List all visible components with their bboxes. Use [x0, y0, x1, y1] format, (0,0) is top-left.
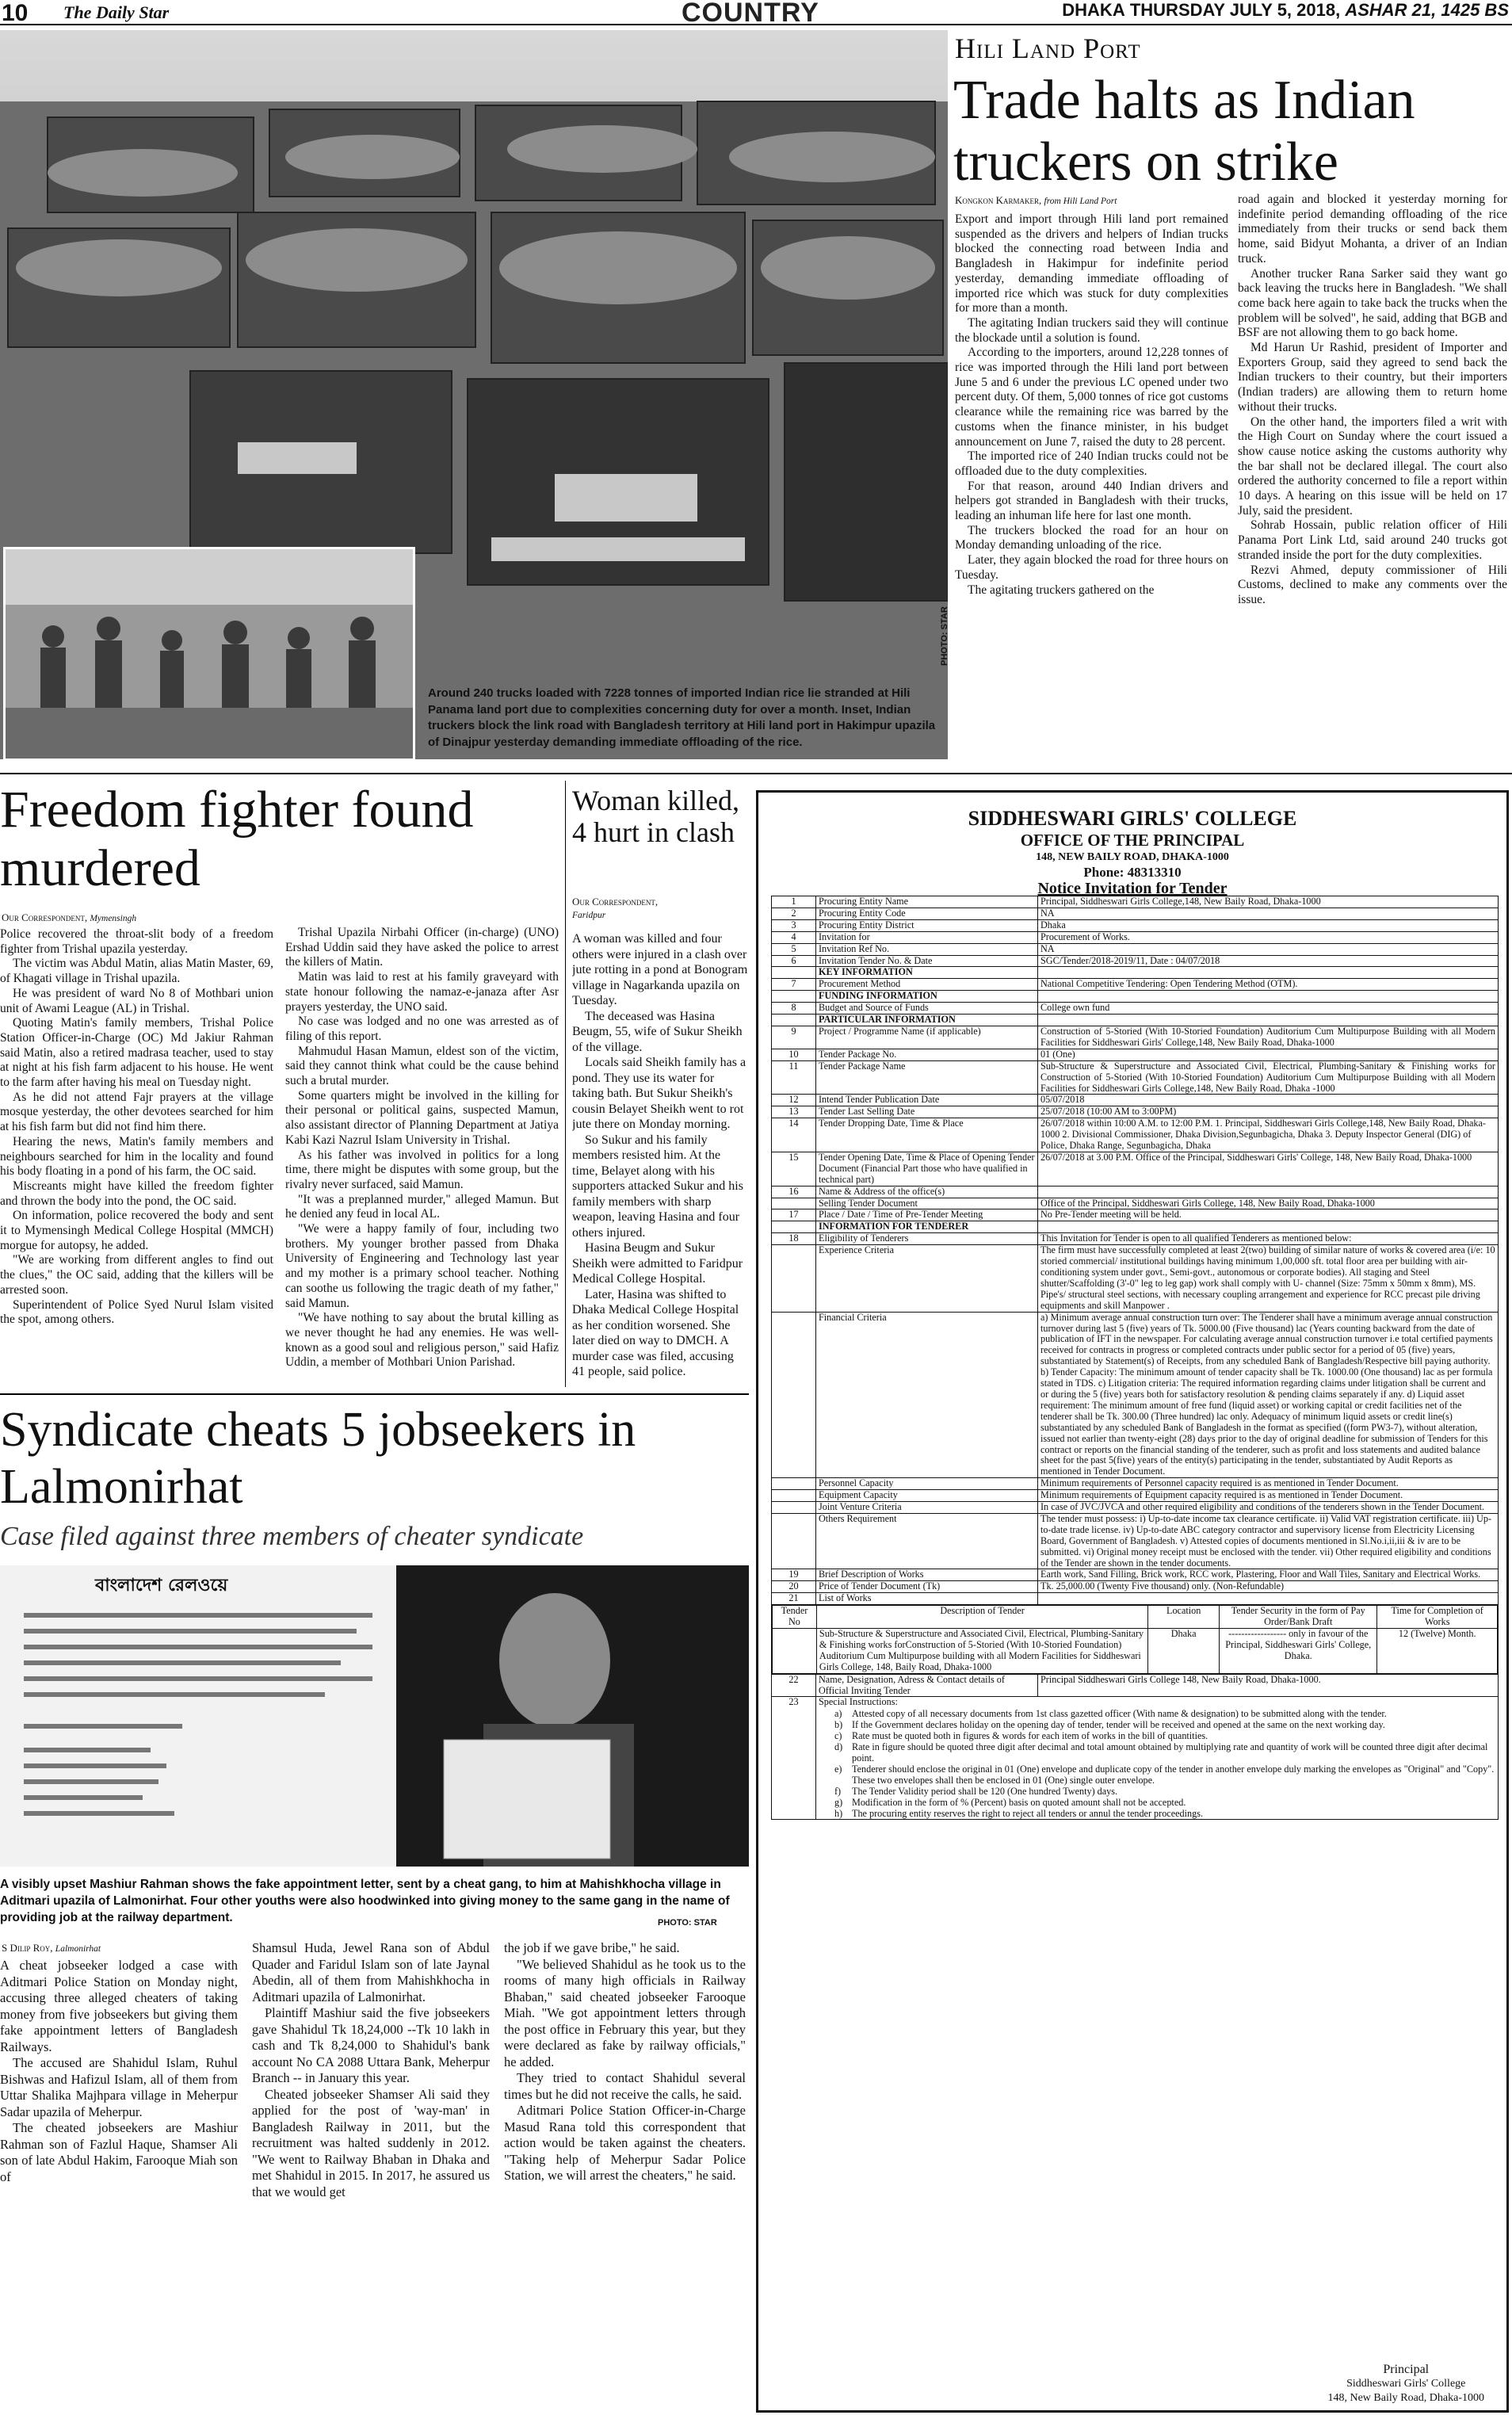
hili-column-1	[955, 212, 1228, 759]
works-header	[773, 1606, 1498, 1629]
paragraph: Aditmari Police Station Officer-in-Charge Masud Rana told this correspondent that action would be taken against the cheaters. "Taking help of Meherpur Sadar Police Station, we will arrest the cheaters," he said.	[504, 2103, 746, 2183]
paragraph: On information, police recovered the body and sent it to Mymensingh Medical College Hospital (MMCH) morgue for autopsy, he added.	[0, 1209, 273, 1252]
tender-row-value: Construction of 5-Storied (With 10-Storied Foundation) Auditorium Cum Multipurpose Building with all Modern Facilities for Siddheswari Girls' College,148, New Baily Road, Dhaka-1000	[1038, 1026, 1499, 1049]
tender-row-value: The firm must have successfully completed at least 2(two) building of similar nature of works & covered area (i/e: 10 storied commercial/ institutional buildings having minimum 1,00,000 sft. total floor area per building with air- conditioning system under govt., Semi-govt., autonomous or corporate bodies). All staging and Steel shutter/Scaffolding (3'-0" leg to leg gap) work shall comply with U- channel (Size: 75mm x 50mm x 8mm), MS. Pipe's/ structural steel sections, with necessary coupling arrangement and experience for RCC precast pile driving equipments and skill Manpower .	[1038, 1245, 1499, 1312]
paragraph: Matin was laid to rest at his family graveyard with state honour following the namaz-e-janaza after Asr prayers yesterday, the UNO said.	[285, 970, 559, 1014]
appointment-letter-photo	[0, 1565, 749, 1867]
tender-row-label: Name & Address of the office(s)	[816, 1186, 1038, 1198]
works-data-cell: ------------------ only in favour of the Principal, Siddheswari Girls' College, Dhaka.	[1220, 1629, 1377, 1674]
special-item	[834, 1730, 1495, 1741]
paragraph: The agitating truckers gathered on the	[968, 583, 1155, 597]
paragraph: Trishal Upazila Nirbahi Officer (in-charge) (UNO) Ershad Uddin said they have asked the police to arrest the killers of Matin.	[285, 926, 559, 969]
paragraph: Quoting Matin's family members, Trishal Police Station Officer-in-Charge (OC) Md Jakiur Rahman said Matin, also a retired madrasa teacher, used to stay at night at his fish farm adjacent to his house. He went to the farm after having his meal on Tuesday night.	[0, 1016, 273, 1090]
special-item-text: Rate must be quoted both in figures & words for each item of works in the bill of quantities.	[852, 1730, 1208, 1742]
tender-row-value	[1038, 967, 1499, 979]
tender-row-number: 2	[772, 908, 816, 919]
tender-row	[772, 1513, 1499, 1569]
works-header-cell: Description of Tender	[816, 1606, 1147, 1629]
paper-name: The Daily Star	[63, 2, 170, 22]
tender-row-label: Tender Package Name	[816, 1060, 1038, 1095]
freedom-byline: Our Correspondent, Mymensingh	[2, 911, 137, 923]
tender-notice-title: Notice Invitation for Tender	[1037, 880, 1228, 897]
tender-row-label: Tender Package No.	[816, 1049, 1038, 1060]
tender-row-number	[772, 967, 816, 979]
paragraph: For that reason, around 440 Indian drivers and helpers got stranded in Bangladesh with their trucks, leading an inhuman life here for last one month.	[955, 479, 1228, 523]
tender-row-number	[772, 1015, 816, 1026]
tender-row	[772, 1478, 1499, 1490]
special-item-text: Modification in the form of % (Percent) basis on quoted amount shall not be accepted.	[852, 1797, 1186, 1809]
hili-column-2	[1238, 193, 1507, 763]
tender-college: SIDDHESWARI GIRLS' COLLEGE	[968, 807, 1297, 830]
tender-row-number	[772, 1490, 816, 1502]
divider	[0, 773, 1512, 774]
tender-row	[772, 1502, 1499, 1514]
works-header-cell: Tender No	[773, 1606, 817, 1629]
tender-row-value: Dhaka	[1038, 919, 1499, 931]
freedom-headline: Freedom fighter found murdered	[0, 781, 474, 897]
syndicate-caption: A visibly upset Mashiur Rahman shows the fake appointment letter, sent by a cheat gang, to him at Mahishkhocha village in Aditmari upazila of Lalmonirhat. Four other youths were also hoodwinked into giving money to the same gang in the name of providing job at the railway department.	[0, 1878, 730, 1924]
paragraph: Hearing the news, Matin's family members and neighbours searched for him in the locality and found his body floating in a pond of his farm, the OC said.	[0, 1134, 273, 1179]
tender-row-number	[772, 991, 816, 1003]
tender-row-number	[772, 1198, 816, 1209]
page-number: 10	[2, 0, 29, 26]
paragraph: Md Harun Ur Rashid, president of Importer and Exporters Group, said they agreed to send back the Indian truckers to their country, but their importers (Indian traders) are allowing them to return home without their trucks.	[1238, 341, 1507, 414]
works-data-cell: Dhaka	[1148, 1629, 1220, 1674]
freedom-column-2	[285, 926, 559, 1387]
tender-row-label: Tender Last Selling Date	[816, 1106, 1038, 1118]
tender-row-value: Earth work, Sand Filling, Brick work, RCC work, Plastering, Floor and Wall Tiles, Sanitary and Electrical Works.	[1038, 1569, 1499, 1581]
paragraph: They tried to contact Shahidul several times but he did not receive the calls, he said.	[504, 2070, 746, 2102]
woman-column	[572, 931, 748, 1387]
tender-row	[772, 1697, 1499, 1820]
tender-row	[772, 896, 1499, 908]
tender-row	[772, 1003, 1499, 1015]
tender-row-number: 16	[772, 1186, 816, 1198]
tender-row	[772, 1198, 1499, 1209]
special-item-text: The procuring entity reserves the right to reject all tenders or annul the tender proceedings.	[852, 1808, 1203, 1820]
hili-byline: Kongkon Karmaker, from Hili Land Port	[955, 194, 1117, 206]
works-data-cell: Sub-Structure & Superstructure and Associated Civil, Electrical, Plumbing-Sanitary & Finishing works forConstruction of 5-Storied (With 10-Storied Foundation) Auditorium Cum Multipurpose building with all Modern Facilities for Siddheswari Girls College, 148, Baily Road, Dhaka-1000	[816, 1629, 1147, 1674]
tender-row-label: Procuring Entity Code	[816, 908, 1038, 919]
tender-row-label: Tender Opening Date, Time & Place of Opening Tender Document (Financial Part those who have qualified in technical part)	[816, 1152, 1038, 1186]
tender-row-number: 1	[772, 896, 816, 908]
paragraph: "It was a preplanned murder," alleged Mamun. But he denied any feud in local AL.	[285, 1192, 559, 1221]
tender-row	[772, 1015, 1499, 1026]
paragraph: The truckers blocked the road for an hour on Monday demanding unloading of the rice.	[955, 523, 1228, 552]
special-item-letter: c)	[834, 1730, 842, 1742]
paragraph: A woman was killed and four others were injured in a clash over jute rotting in a pond at Bonogram village in Nagarkanda upazila on Tuesday.	[572, 932, 748, 1007]
special-item-text: If the Government declares holiday on the opening day of tender, tender will be received and opened at the same on the next working day.	[852, 1719, 1385, 1731]
special-list	[819, 1708, 1495, 1819]
special-instructions-title: Special Instructions:	[819, 1696, 898, 1708]
paragraph: The deceased was Hasina Beugm, 55, wife of Sukur Sheikh of the village.	[572, 1009, 743, 1054]
special-item-letter: h)	[834, 1808, 843, 1820]
paragraph: "We are working from different angles to find out the clues," the OC said, adding that the killers will be arrested soon.	[0, 1253, 273, 1297]
paragraph: Another trucker Rana Sarker said they want go back leaving the trucks here in Bangladesh. "We shall come back here again to take back the trucks when the problem will be solved", he said, adding that BGB and BSF are not allowing them to go back home.	[1238, 266, 1507, 340]
special-item	[834, 1708, 1495, 1719]
special-item-text: Attested copy of all necessary documents from 1st class gazetted officer (With name & designation) to be submitted along with the tender.	[852, 1708, 1387, 1720]
tender-row	[772, 1581, 1499, 1593]
tender-row	[772, 955, 1499, 967]
tender-row-number	[772, 1221, 816, 1233]
tender-row-value	[1038, 1593, 1499, 1605]
tender-row-number: 19	[772, 1569, 816, 1581]
special-item	[834, 1797, 1495, 1808]
special-item-text: The Tender Validity period shall be 120 (One hundred Twenty) days.	[852, 1786, 1118, 1798]
special-item	[834, 1786, 1495, 1797]
tender-row-label: Joint Venture Criteria	[816, 1502, 1038, 1514]
tender-row-number: 4	[772, 931, 816, 943]
tender-row-number	[772, 1502, 816, 1514]
tender-row-number: 11	[772, 1060, 816, 1095]
special-instructions	[816, 1697, 1499, 1820]
paragraph: As he did not attend Fajr prayers at the village mosque yesterday, the other devotees searched for him at his fish farm but did not find him there.	[0, 1090, 273, 1134]
tender-row-number	[772, 1312, 816, 1478]
tender-row-label: Budget and Source of Funds	[816, 1003, 1038, 1015]
tender-row-label: Eligibility of Tenderers	[816, 1233, 1038, 1245]
tender-row-value: a) Minimum average annual construction turn over: The Tenderer shall have a minimum average annual construction turnover during last 5 (five) years of Tk. 5000.00 (Five thousand) lac (Years counting backward from the date of publication of IFT in the newspaper. For calculating average annual construction turnover i.e total certified payments received for contracts in progress or completed contracts under public sector for a period of 05 (five) years, substantiated by Statement(s) of Receipts, from any scheduled Bank of Bangladesh/Respective bill paying authority. b) Tender Capacity: The minimum amount of tender capacity shall be Tk. 1000.00 (One thousand) lac as per formula stated in TDS. c) Litigation criteria: The required information regarding claims under litigation shall be current and or during the 5 (five) years both for satisfactory resolution & pending claims separately if any. d) Liquid asset requirement: The minimum amount of free fund (liquid asset) or working capital or credit facilities net of the tenderer shall be Tk. 300.00 (Three hundred) lac only. Adequacy of minimum liquid assets or credit line(s) substantiated by any scheduled Bank of Bangladesh in the format as specified ((form PW3-7), without alteration, issued not earlier than twenty-eight (28) days prior to the day of original deadline for submission of Tenders for this contract or reports on the financial standing of the tenderer, such as profit and loss statements and audited balance sheet for the past 5(five) years of the entity(s) participating in the tender, substantiated by Audit Reports as mentioned in Tender Document.	[1038, 1312, 1499, 1478]
tender-row-label: KEY INFORMATION	[816, 967, 1038, 979]
special-item	[834, 1741, 1495, 1763]
tender-row-label: Invitation Ref No.	[816, 943, 1038, 955]
tender-row-label: Price of Tender Document (Tk)	[816, 1581, 1038, 1593]
tender-signature: Principal Siddheswari Girls' College 148, New Baily Road, Dhaka-1000	[1327, 2363, 1484, 2404]
tender-row-value: This Invitation for Tender is open to all qualified Tenderers as mentioned below:	[1038, 1233, 1499, 1245]
tender-row	[772, 1186, 1499, 1198]
tender-row	[772, 1674, 1499, 1697]
special-item-letter: b)	[834, 1719, 843, 1731]
paragraph: "We were a happy family of four, including two brothers. My younger brother passed from Dhaka University of Engineering and Technology last year and my mother is a primary school teacher. Nothing can soothe us following the tragic death of my father," said Mamun.	[285, 1222, 559, 1310]
paragraph: Mahmudul Hasan Mamun, eldest son of the victim, said they cannot think what could be the cause behind such a brutal murder.	[285, 1044, 559, 1088]
tender-row-number	[772, 1513, 816, 1569]
tender-row-number: 8	[772, 1003, 816, 1015]
tender-row-label: Procurement Method	[816, 979, 1038, 991]
tender-row-number: 22	[772, 1674, 816, 1697]
tender-row-value: The tender must possess: i) Up-to-date income tax clearance certificate. ii) Valid VAT registration certificate. iii) Up-to-date trade license. iv) Up-to-date ABC category contractor and supervisory license from Electricity Licensing Board, Government of Bangladesh. v) Attested copies of documents mentioned in Sl.No.i,ii,iii & iv are to be submitted. vi) Original money receipt must be enclosed with the tender. vii) Other required eligibility and conditions of the Tender are shown in the tender documents.	[1038, 1513, 1499, 1569]
tender-row-value: Tk. 25,000.00 (Twenty Five thousand) only. (Non-Refundable)	[1038, 1581, 1499, 1593]
syndicate-column-3	[504, 1940, 746, 2415]
tender-row-label: Name, Designation, Adress & Contact details of Official Inviting Tender	[816, 1674, 1038, 1697]
paragraph: So Sukur and his family members resisted him. At the time, Belayet along with his supporters attacked Sukur and his family members with sharp weapon, leaving Hasina and four others injured.	[572, 1133, 743, 1240]
tender-row-value	[1038, 991, 1499, 1003]
paragraph: Cheated jobseeker Shamser Ali said they applied for the post of 'way-man' in Bangladesh Railway in 2011, but the recruitment was halted suddenly in 2012. "We went to Railway Bhaban in Dhaka and met Shahidul in 2015. In 2017, he assured us that we would get	[252, 2086, 490, 2199]
tender-row-label: Equipment Capacity	[816, 1490, 1038, 1502]
tender-row	[772, 1106, 1499, 1118]
divider	[565, 781, 566, 1387]
paragraph: "We have nothing to say about the brutal killing as we never thought he had any enemies. He was well-known as a good soul and religious person," said Hafiz Uddin, a member of Mothbari Union Parishad.	[285, 1311, 559, 1370]
tender-row	[772, 1118, 1499, 1152]
paragraph: Miscreants might have killed the freedom fighter and thrown the body into the pond, the OC said.	[0, 1179, 273, 1208]
woman-headline: Woman killed, 4 hurt in clash	[572, 785, 740, 848]
tender-row-label: Procuring Entity District	[816, 919, 1038, 931]
tender-row	[772, 967, 1499, 979]
tender-row-label: Financial Criteria	[816, 1312, 1038, 1478]
tender-row	[772, 1095, 1499, 1106]
tender-row-label: FUNDING INFORMATION	[816, 991, 1038, 1003]
trucks-caption: Around 240 trucks loaded with 7228 tonnes of imported Indian rice lie stranded at Hili Panama land port due to complexities concerning duty for over a month. Inset, Indian truckers block the link road with Bangladesh territory at Hili land port in Hakimpur upazila of Dinajpur yesterday demanding immediate offloading of the rice.	[428, 686, 936, 749]
tender-row-number: 15	[772, 1152, 816, 1186]
woman-byline: Our Correspondent, Faridpur	[572, 896, 659, 920]
tender-row-value: 01 (One)	[1038, 1049, 1499, 1060]
paragraph: Export and import through Hili land port remained suspended as the drivers and helpers of Indian trucks blocked the connecting road between India and Bangladesh in Hakimpur for indefinite period yesterday, demanding immediate offloading of imported rice which was stuck for duty complexities for more than a month.	[955, 212, 1228, 315]
tender-row-label: Selling Tender Document	[816, 1198, 1038, 1209]
tender-row-label: Place / Date / Time of Pre-Tender Meeting	[816, 1209, 1038, 1221]
tender-row-number: 14	[772, 1118, 816, 1152]
tender-row-label: Others Requirement	[816, 1513, 1038, 1569]
tender-row	[772, 979, 1499, 991]
paragraph: Sohrab Hossain, public relation officer of Hili Panama Port Link Ltd, said around 240 trucks got stranded inside the port for the duty complexities.	[1238, 518, 1507, 562]
paragraph: The cheated jobseekers are Mashiur Rahman son of Fazlul Haque, Shamser Ali son of late Abdul Hakim, Farooque Miah son of	[0, 2120, 238, 2184]
tender-row	[772, 1152, 1499, 1186]
tender-row	[772, 1312, 1499, 1478]
works-table	[772, 1605, 1498, 1673]
tender-row-number: 10	[772, 1049, 816, 1060]
tender-row-number: 6	[772, 955, 816, 967]
paragraph: The agitating Indian truckers said they will continue the blockade until a solution is found.	[955, 315, 1228, 345]
paragraph: Locals said Sheikh family has a pond. They use its water for taking bath. But Sukur Sheikh's cousin Belayet Sheikh went to rot jute there on Monday morning.	[572, 1056, 746, 1131]
tender-row	[772, 1490, 1499, 1502]
tender-row-value: NA	[1038, 943, 1499, 955]
tender-row	[772, 1049, 1499, 1060]
paragraph: "We believed Shahidul as he took us to the rooms of many high officials in Railway Bhaban," said cheated jobseeker Farooque Miah. "We got appointment letters through the post office in February this year, but they were declared as fake by railway officials," he added.	[504, 1956, 746, 2069]
tender-row-number: 23	[772, 1697, 816, 1820]
tender-row	[772, 1233, 1499, 1245]
tender-row-value: Principal, Siddheswari Girls College,148, New Baily Road, Dhaka-1000	[1038, 896, 1499, 908]
tender-row	[772, 931, 1499, 943]
letter-heading: বাংলাদেশ রেলওয়ে	[95, 1576, 228, 1595]
works-data-cell	[773, 1629, 817, 1674]
tender-row-value: Principal Siddheswari Girls College 148, New Baily Road, Dhaka-1000.	[1038, 1674, 1499, 1697]
tender-row-value: No Pre-Tender meeting will be held.	[1038, 1209, 1499, 1221]
tender-row	[772, 1569, 1499, 1581]
tender-row-value: Sub-Structure & Superstructure and Associated Civil, Electrical, Plumbing-Sanitary & Finishing works for Construction of 5-Storied (With 10-Storied Foundation) Auditorium Cum Multipurpose Building with all Modern Facilities for Siddheswari Girls College,148, New Baily Road, Dhaka -1000	[1038, 1060, 1499, 1095]
tender-row-label: Tender Dropping Date, Time & Place	[816, 1118, 1038, 1152]
tender-row-value: College own fund	[1038, 1003, 1499, 1015]
works-header-cell: Location	[1148, 1606, 1220, 1629]
hili-tag: Hili Land Port	[955, 32, 1141, 64]
paragraph: Shamsul Huda, Jewel Rana son of Abdul Quader and Faridul Islam son of late Jaynal Abedin, all of them from Mahishkhocha in Aditmari upazila of Lalmonirhat.	[252, 1940, 490, 2004]
paragraph: Later, they again blocked the road for three hours on Tuesday.	[955, 553, 1228, 582]
paragraph: According to the importers, around 12,228 tonnes of rice was imported through the Hili land port between June 5 and 6 under the previous LC opened under two percent duty. Of them, 5,000 tonnes of rice got customs clearance while the remaining rice was barred by the customs when the finance minister, in his budget announcement on June 7, raised the duty to 28 percent.	[955, 346, 1228, 449]
tender-row-value: Minimum requirements of Equipment capacity required is as mentioned in Tender Document.	[1038, 1490, 1499, 1502]
tender-row-number: 21	[772, 1593, 816, 1605]
paragraph: the job if we gave bribe," he said.	[504, 1940, 680, 1955]
paragraph: Hasina Beugm and Sukur Sheikh were admitted to Faridpur Medical College Hospital.	[572, 1241, 743, 1286]
tender-table	[771, 896, 1499, 1820]
tender-row	[772, 919, 1499, 931]
tender-row-number: 9	[772, 1026, 816, 1049]
syndicate-photo-credit: PHOTO: STAR	[658, 1918, 717, 1928]
tender-row-value: In case of JVC/JVCA and other required eligibility and conditions of the tenderers shown in the Tender Document.	[1038, 1502, 1499, 1514]
works-cell	[772, 1605, 1499, 1674]
tender-row-value: National Competitive Tendering: Open Tendering Method (OTM).	[1038, 979, 1499, 991]
syndicate-subhead: Case filed against three members of cheater syndicate	[0, 1522, 584, 1551]
tender-row-value: 26/07/2018 within 10:00 A.M. to 12:00 P.M. 1. Principal, Siddheswari Girls College,148, New Baily Road, Dhaka-1000 2. Divisional Commissioner, Dhaka Division,Segunbagicha, Dhaka 3. Deputy Inspector General (DIG) of Police, Dhaka Range, Segunbagicha, Dhaka	[1038, 1118, 1499, 1152]
tender-office: OFFICE OF THE PRINCIPAL	[1020, 831, 1245, 850]
tender-row-label: INFORMATION FOR TENDERER	[816, 1221, 1038, 1233]
tender-row	[772, 1245, 1499, 1312]
paragraph: Superintendent of Police Syed Nurul Islam visited the spot, among others.	[0, 1297, 273, 1327]
freedom-column-1	[0, 927, 273, 1387]
special-item-letter: f)	[834, 1786, 842, 1798]
syndicate-column-2	[252, 1940, 490, 2415]
special-item	[834, 1763, 1495, 1786]
paragraph: Later, Hasina was shifted to Dhaka Medical College Hospital as her condition worsened. She later died on way to DMCH. A murder case was filed, accusing 41 people, said police.	[572, 1287, 739, 1378]
special-item-letter: e)	[834, 1763, 842, 1775]
paragraph: On the other hand, the importers filed a writ with the High Court on Sunday where the court issued a show cause notice asking the customs authority why the bar shall not be declared illegal. The court also ordered the authority concerned to file a report within 10 days. A hearing on this issue will be held on 17 July, said the president.	[1238, 415, 1507, 518]
tender-row-value	[1038, 1221, 1499, 1233]
paragraph: The accused are Shahidul Islam, Ruhul Bishwas and Hafizul Islam, all of them from Uttar Shalika Majhpara village in Meherpur Sadar upazila of Meherpur.	[0, 2055, 238, 2119]
tender-row-label: Project / Programme Name (if applicable)	[816, 1026, 1038, 1049]
tender-row	[772, 1221, 1499, 1233]
dateline: DHAKA THURSDAY JULY 5, 2018, ASHAR 21, 1425 BS	[1062, 0, 1509, 20]
paragraph: No case was lodged and no one was arrested as of filing of this report.	[285, 1015, 559, 1043]
special-item-text: Rate in figure should be quoted three digit after decimal and total amount obtained by multiplying rate and quantity of work will be counted three digit after decimal point.	[852, 1741, 1488, 1764]
tender-row-number: 3	[772, 919, 816, 931]
paragraph: As his father was involved in politics for a long time, there might be disputes with some group, but the rivalry never surfaced, said Mamun.	[285, 1148, 559, 1191]
tender-row-label: Experience Criteria	[816, 1245, 1038, 1312]
paragraph: The imported rice of 240 Indian trucks could not be offloaded due to the duty complexities.	[955, 449, 1228, 478]
tender-row-label: Invitation Tender No. & Date	[816, 955, 1038, 967]
tender-phone: Phone: 48313310	[1083, 865, 1182, 880]
works-data-cell: 12 (Twelve) Month.	[1377, 1629, 1498, 1674]
tender-row-value	[1038, 1186, 1499, 1198]
special-item-letter: g)	[834, 1797, 843, 1809]
syndicate-column-1	[0, 1958, 238, 2415]
tender-row-value: Procurement of Works.	[1038, 931, 1499, 943]
special-item	[834, 1719, 1495, 1730]
tender-row-value: 26/07/2018 at 3.00 P.M. Office of the Principal, Siddheswari Girls' College, 148, New Baily Road, Dhaka-1000	[1038, 1152, 1499, 1186]
tender-row-label: List of Works	[816, 1593, 1038, 1605]
tender-row-value: Office of the Principal, Siddheswari Girls College, 148, New Baily Road, Dhaka-1000	[1038, 1198, 1499, 1209]
tender-row	[772, 943, 1499, 955]
syndicate-byline: S Dilip Roy, Lalmonirhat	[2, 1942, 101, 1954]
tender-row	[772, 1593, 1499, 1605]
tender-row-number	[772, 1478, 816, 1490]
tender-row-value: Minimum requirements of Personnel capacity required is as mentioned in Tender Document.	[1038, 1478, 1499, 1490]
tender-row-label: PARTICULAR INFORMATION	[816, 1015, 1038, 1026]
inset-crowd-photo	[3, 547, 415, 761]
paragraph: road again and blocked it yesterday morning for indefinite period demanding offloading of the rice immediately from their trucks or send back them home, said Bidyut Mohanta, a driver of an Indian truck.	[1238, 193, 1507, 266]
tender-row	[772, 1209, 1499, 1221]
works-header-cell: Time for Completion of Works	[1377, 1606, 1498, 1629]
tender-row	[772, 1060, 1499, 1095]
tender-row-label: Brief Description of Works	[816, 1569, 1038, 1581]
tender-row-label: Procuring Entity Name	[816, 896, 1038, 908]
tender-row-value	[1038, 1015, 1499, 1026]
photo-credit: PHOTO: STAR	[940, 606, 949, 666]
special-item	[834, 1808, 1495, 1819]
tender-row-number	[772, 1245, 816, 1312]
tender-row-value: NA	[1038, 908, 1499, 919]
tender-row-value: 05/07/2018	[1038, 1095, 1499, 1106]
special-item-text: Tenderer should enclose the original in 01 (One) envelope and duplicate copy of the tender in another envelope duly marking the envelopes as "Original" and "Copy". These two envelopes shall then be enclosed in 01 (One) single outer envelope.	[852, 1763, 1495, 1786]
tender-row	[772, 991, 1499, 1003]
works-row	[772, 1605, 1499, 1674]
tender-notice	[756, 790, 1509, 2413]
syndicate-headline: Syndicate cheats 5 jobseekers in Lalmonirhat	[0, 1403, 636, 1514]
special-item-letter: a)	[834, 1708, 842, 1720]
tender-row-number: 17	[772, 1209, 816, 1221]
paragraph: He was president of ward No 8 of Mothbari union unit of Awami League (AL) in Trishal.	[0, 986, 273, 1015]
tender-row	[772, 1026, 1499, 1049]
paragraph: Plaintiff Mashiur said the five jobseekers gave Shahidul Tk 18,24,000 --Tk 10 lakh in cash and Tk 8,24,000 to Shahidul's bank account No CA 2088 Uttara Bank, Meherpur Branch -- in January this year.	[252, 2005, 490, 2085]
paragraph: Some quarters might be involved in the killing for their personal or political gains, suspected Mamun, also assistant director of Planning Department at Jatiya Kabi Kazi Nazrul Islam University in Trishal.	[285, 1088, 559, 1147]
paragraph: The victim was Abdul Matin, alias Matin Master, 69, of Khagati village in Trishal upazila.	[0, 957, 273, 986]
works-header-cell: Tender Security in the form of Pay Order/Bank Draft	[1220, 1606, 1377, 1629]
tender-row-value: SGC/Tender/2018-2019/11, Date : 04/07/2018	[1038, 955, 1499, 967]
tender-row-number: 7	[772, 979, 816, 991]
hili-headline: Trade halts as Indian truckers on strike	[953, 70, 1415, 193]
letter-illustration	[0, 1565, 749, 1867]
tender-row-number: 13	[772, 1106, 816, 1118]
tender-row-number: 12	[772, 1095, 816, 1106]
tender-row	[772, 908, 1499, 919]
tender-row-number: 5	[772, 943, 816, 955]
crowd-illustration	[6, 549, 413, 759]
tender-row-label: Invitation for	[816, 931, 1038, 943]
works-data	[773, 1629, 1498, 1674]
divider	[0, 1393, 749, 1395]
tender-address: 148, NEW BAILY ROAD, DHAKA-1000	[1036, 851, 1229, 863]
paragraph: A cheat jobseeker lodged a case with Aditmari Police Station on Monday night, accusing three alleged cheaters of taking money from five jobseekers but giving them fake appointment letters of Bangladesh Railways.	[0, 1958, 238, 2054]
paragraph: Rezvi Ahmed, deputy commissioner of Hili Customs, declined to make any comments over the issue.	[1238, 563, 1507, 606]
tender-row-number: 20	[772, 1581, 816, 1593]
special-item-letter: d)	[834, 1741, 843, 1753]
tender-row-label: Intend Tender Publication Date	[816, 1095, 1038, 1106]
section-title: COUNTRY	[682, 0, 819, 28]
tender-row-value: 25/07/2018 (10:00 AM to 3:00PM)	[1038, 1106, 1499, 1118]
tender-row-label: Personnel Capacity	[816, 1478, 1038, 1490]
tender-row-number: 18	[772, 1233, 816, 1245]
paragraph: Police recovered the throat-slit body of a freedom fighter from Trishal upazila yesterday.	[0, 927, 273, 956]
masthead	[0, 0, 1512, 28]
